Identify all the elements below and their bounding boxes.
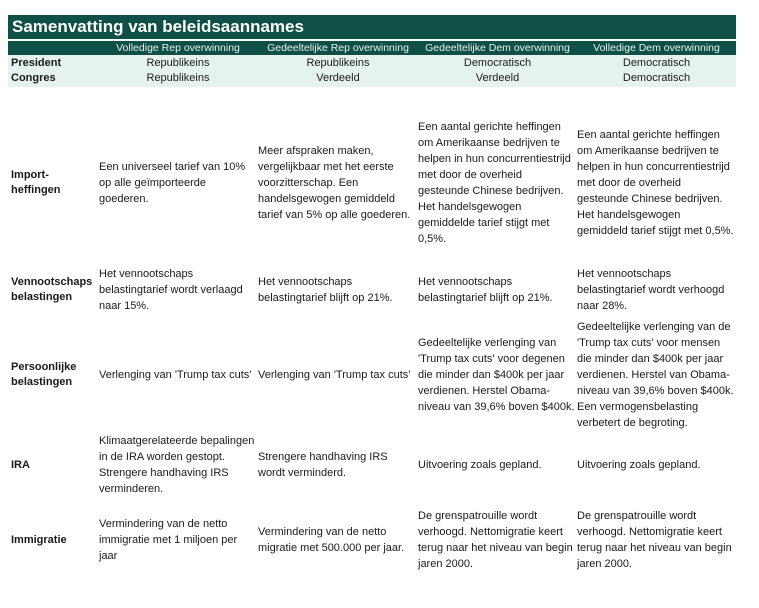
table-cell: Klimaatgerelateerde bepalingen in de IRA worden gestopt. Strengere handhaving IRS verminderen. — [99, 435, 255, 495]
table-title: Samenvatting van beleidsaannames — [8, 15, 736, 39]
table-cell: De grenspatrouille wordt verhoogd. Nettomigratie keert terug naar het niveau van begin jaren 2000. — [418, 510, 573, 570]
table-cell: Vermindering van de netto immigratie met 1 miljoen per jaar — [99, 518, 238, 562]
table-cell: Een universeel tarief van 10% op alle geïmporteerde goederen. — [99, 161, 246, 205]
column-header: Gedeeltelijke Dem overwinning — [425, 42, 570, 54]
row-label: Persoonlijke belastingen — [11, 361, 77, 388]
row-label: Vennootschaps belastingen — [11, 276, 93, 303]
row-label: President — [11, 57, 62, 69]
table-row — [8, 319, 736, 431]
table-cell: Gedeeltelijke verlenging van de 'Trump tax cuts' voor mensen die minder dan $400k per jaar verdienen. Herstel van Obama-niveau van 39,6% boven $400k. Een vermogensbelasting verbetert de begroting. — [577, 321, 734, 429]
column-header: Volledige Rep overwinning — [116, 42, 240, 54]
table-cell: Vermindering van de netto migratie met 500.000 per jaar. — [258, 526, 405, 554]
table-cell: Strengere handhaving IRS wordt verminderd. — [258, 451, 388, 479]
column-header-row — [8, 41, 736, 55]
row-label: Immigratie — [11, 533, 67, 546]
column-header: Volledige Dem overwinning — [593, 42, 720, 54]
table-cell: Het vennootschaps belastingtarief blijft op 21%. — [258, 276, 393, 304]
column-header-empty — [8, 41, 98, 55]
row-label: Import- heffingen — [11, 169, 61, 196]
congres-row — [8, 71, 736, 87]
table-cell: Een aantal gerichte heffingen om Amerikaanse bedrijven te helpen in hun concurrentiestrijd met door de overheid gesteunde Chinese bedrijven. Het handelsgewogen gemiddelde tarief stijgt met 0,5%. — [418, 121, 571, 245]
table-row — [8, 87, 736, 261]
table-cell: Een aantal gerichte heffingen om Amerikaanse bedrijven te helpen in hun concurrentiestrijd met door de overheid gesteunde Chinese bedrijven. Het handelsgewogen gemiddeld tarief stijgt met 0,5%. — [577, 129, 734, 237]
table-cell: Democratisch — [463, 57, 532, 69]
table-cell: Het vennootschaps belastingtarief blijft op 21%. — [418, 276, 553, 304]
table-cell: De grenspatrouille wordt verhoogd. Nettomigratie keert terug naar het niveau van begin jaren 2000. — [577, 510, 732, 570]
table-cell: Republikeins — [306, 57, 370, 69]
table-cell: Democratisch — [622, 72, 691, 84]
table-cell: Republikeins — [146, 57, 210, 69]
row-label: Congres — [11, 72, 56, 84]
table-cell: Meer afspraken maken, vergelijkbaar met het eerste voorzitterschap. Een handelsgewogen gemiddeld tarief van 5% op alle goederen. — [258, 145, 411, 221]
policy-summary-table — [8, 15, 736, 581]
table-cell: Verdeeld — [316, 72, 360, 84]
table-cell: Uitvoering zoals gepland. — [577, 459, 701, 471]
table-cell: Het vennootschaps belastingtarief wordt verlaagd naar 15%. — [99, 268, 243, 312]
table-cell: Democratisch — [622, 57, 691, 69]
table-cell: Uitvoering zoals gepland. — [418, 459, 542, 471]
table-cell: Republikeins — [146, 72, 210, 84]
column-header: Gedeeltelijke Rep overwinning — [267, 42, 409, 54]
table-row — [8, 499, 736, 581]
table-cell: Gedeeltelijke verlenging van 'Trump tax cuts' voor degenen die minder dan $400k per jaar verdienen. Herstel Obama-niveau van 39,6% boven $400k. — [418, 337, 575, 413]
table-row — [8, 261, 736, 319]
table-cell: Het vennootschaps belastingtarief wordt verhoogd naar 28%. — [577, 268, 725, 312]
table-cell: Verdeeld — [475, 72, 520, 84]
president-row — [8, 55, 736, 71]
table-row — [8, 431, 736, 499]
row-label: IRA — [11, 458, 30, 471]
table-cell: Verlenging van 'Trump tax cuts' — [258, 369, 411, 381]
table-cell: Verlenging van 'Trump tax cuts' — [99, 369, 252, 381]
